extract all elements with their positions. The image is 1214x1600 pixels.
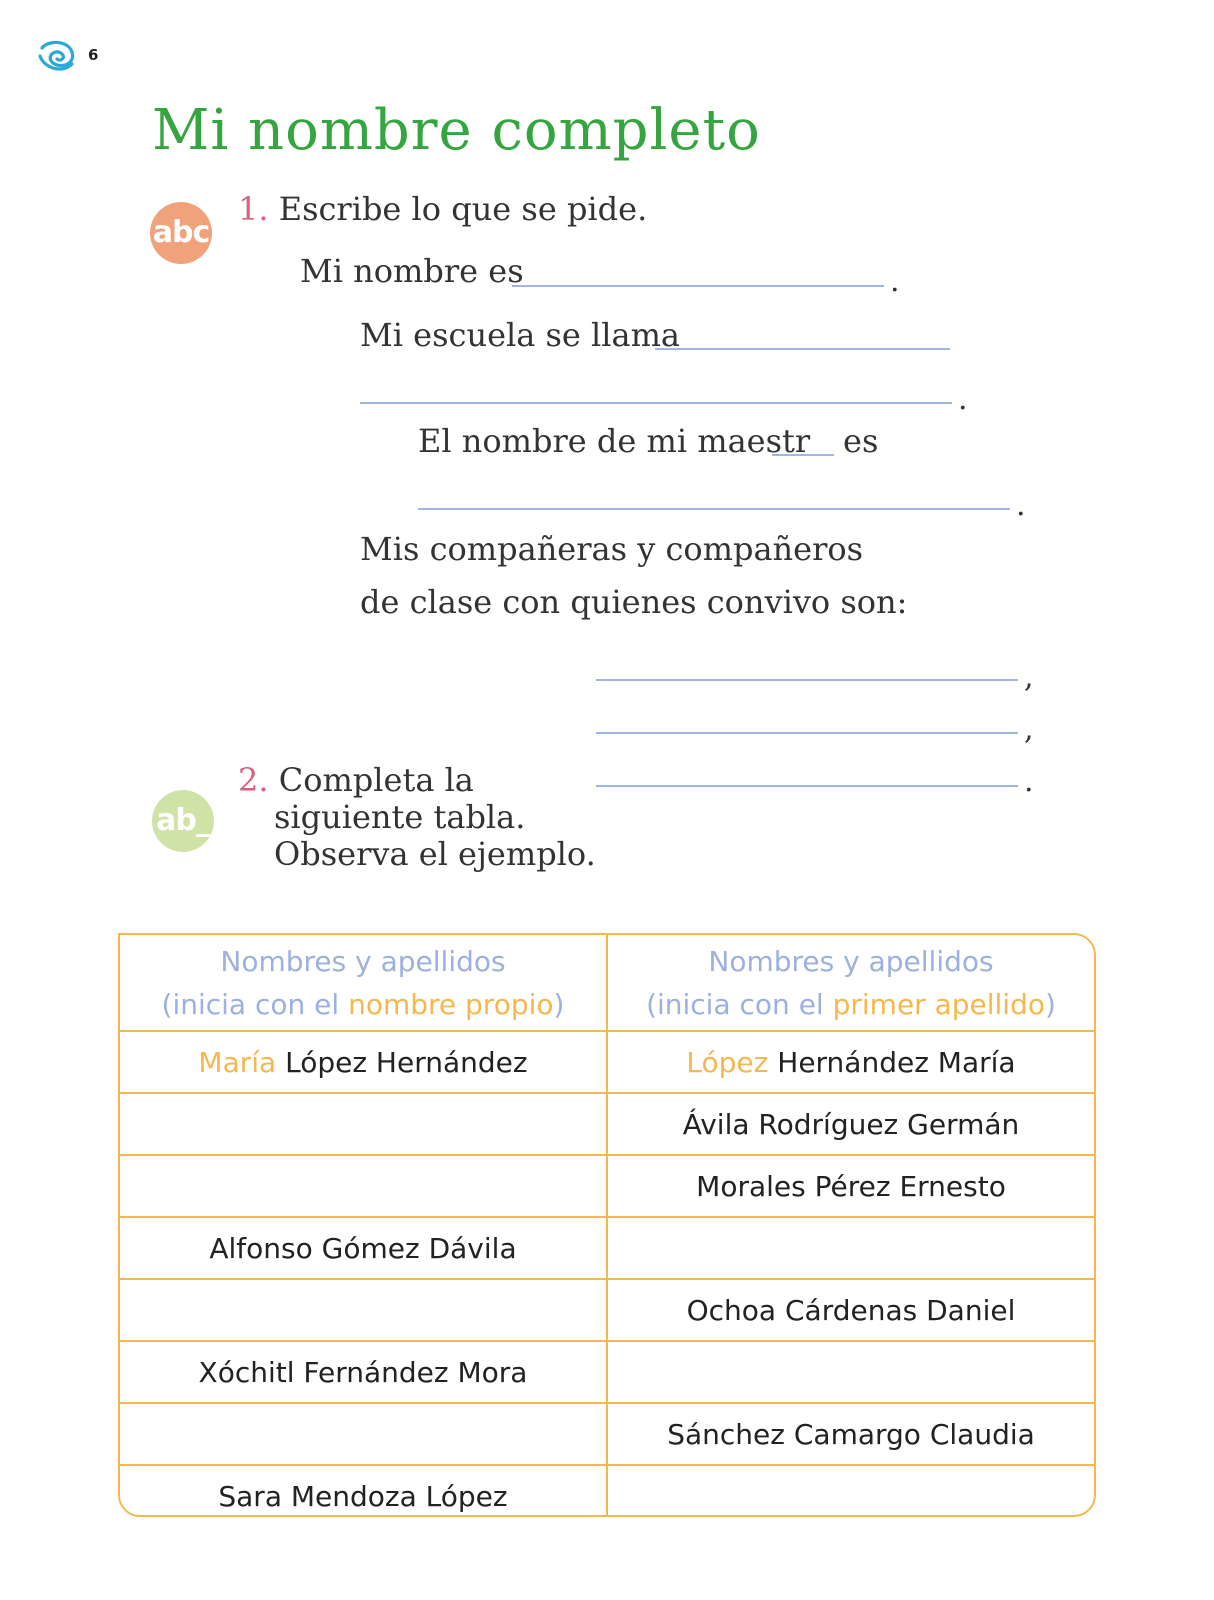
table-cell-col1: Xóchitl Fernández Mora [120,1341,607,1403]
table-row [120,1217,1094,1279]
col2-header-open: (inicia con el [646,987,833,1021]
exercise-1-heading [238,190,647,228]
school-label: Mi escuela se llama [360,316,680,354]
col2-header [607,935,1094,1031]
table-row [120,1341,1094,1403]
example-col1 [120,1031,607,1093]
table-row [120,1465,1094,1517]
table-cell-col1: Sara Mendoza López [120,1465,607,1517]
exercise-2-instruction-2: siguiente tabla. [274,798,526,836]
classmate-period: . [1024,764,1034,799]
classmates-label-1: Mis compañeras y compañeros [360,530,864,568]
exercise-2-heading [238,762,596,873]
col1-header-highlight: nombre propio [348,987,554,1021]
col1-header-close: ) [553,987,565,1021]
col2-header-line2 [608,983,1094,1026]
abc-badge-icon: abc [150,202,212,264]
exercise-2-instruction-1: Completa la [278,761,474,799]
teacher-label-suffix: es [843,422,879,460]
spiral-wind-icon [38,38,78,74]
table-header-row [120,935,1094,1031]
table-cell-col2[interactable] [607,1465,1094,1517]
table-cell-col2: Morales Pérez Ernesto [607,1155,1094,1217]
teacher-period: . [1016,488,1026,523]
classmate-answer-line-1[interactable] [596,679,1018,681]
table-cell-col1[interactable] [120,1093,607,1155]
example-col1-rest: López Hernández [276,1045,528,1079]
table-cell-col1: Alfonso Gómez Dávila [120,1217,607,1279]
table-cell-col1[interactable] [120,1403,607,1465]
table-cell-col2[interactable] [607,1341,1094,1403]
table-row [120,1403,1094,1465]
page-title: Mi nombre completo [152,98,761,163]
exercise-2-number: 2. [238,761,269,799]
col2-header-close: ) [1045,987,1056,1021]
example-col1-highlight: María [198,1045,277,1079]
classmate-answer-line-3[interactable] [596,785,1018,787]
table-cell-col1[interactable] [120,1155,607,1217]
names-table [118,933,1096,1517]
ab-badge-icon: ab_ [152,790,214,852]
school-answer-line-1[interactable] [655,348,950,350]
table-cell-col2: Ochoa Cárdenas Daniel [607,1279,1094,1341]
school-answer-line-2[interactable] [360,402,952,404]
exercise-1-instruction: Escribe lo que se pide. [278,190,648,228]
teacher-label: El nombre de mi maestr [418,422,811,460]
classmates-label-2: de clase con quienes convivo son: [360,583,908,621]
col1-header-line1: Nombres y apellidos [220,944,506,978]
table-row [120,1093,1094,1155]
table-row [120,1155,1094,1217]
name-period: . [890,264,900,299]
col1-header-open: (inicia con el [161,987,349,1021]
school-period: . [958,382,968,417]
teacher-answer-line[interactable] [418,508,1010,510]
table-cell-col2: Ávila Rodríguez Germán [607,1093,1094,1155]
teacher-gender-blank[interactable] [772,454,834,456]
col1-header [120,935,607,1031]
table-cell-col2: Sánchez Camargo Claudia [607,1403,1094,1465]
col1-header-line2 [120,983,606,1026]
classmate-answer-line-2[interactable] [596,732,1018,734]
name-label: Mi nombre es [300,252,524,290]
col2-header-highlight: primer apellido [832,987,1045,1021]
exercise-1-number: 1. [238,190,269,228]
table-row [120,1279,1094,1341]
page-number: 6 [88,46,99,64]
classmate-comma-1: , [1024,660,1034,695]
table-row-example [120,1031,1094,1093]
table-cell-col1[interactable] [120,1279,607,1341]
example-col2-highlight: López [686,1045,769,1079]
classmate-comma-2: , [1024,712,1034,747]
example-col2-rest: Hernández María [768,1045,1016,1079]
name-answer-line[interactable] [512,285,884,287]
exercise-2-instruction-3: Observa el ejemplo. [274,835,596,873]
example-col2 [607,1031,1094,1093]
col2-header-line1: Nombres y apellidos [708,944,994,978]
table-cell-col2[interactable] [607,1217,1094,1279]
